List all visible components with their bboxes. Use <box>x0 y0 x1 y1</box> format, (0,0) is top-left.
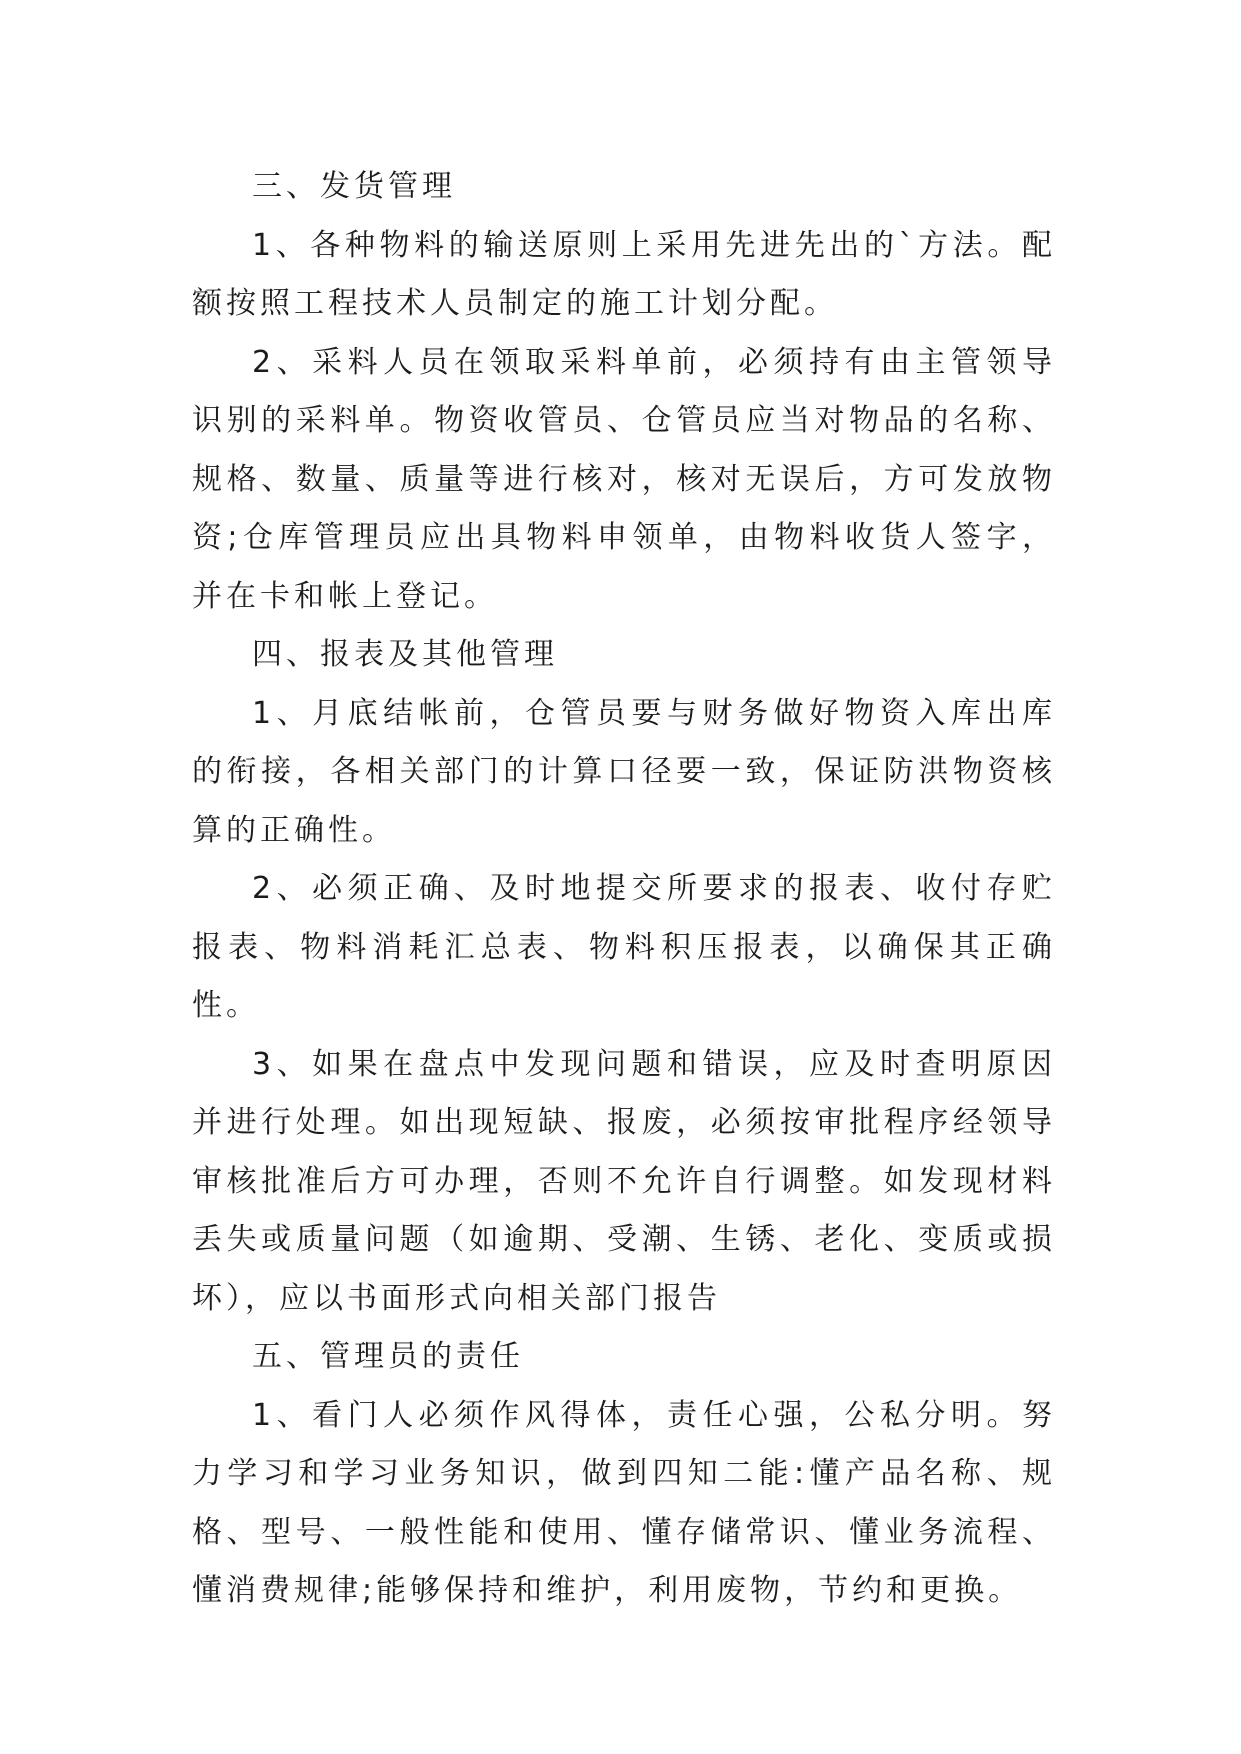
paragraph: 1、看门人必须作风得体，责任心强，公私分明。努力学习和学习业务知识，做到四知二能:懂产品名称、规格、型号、一般性能和使用、懂存储常识、懂业务流程、懂消费规律;能够保持和维护，利用废物，节约和更换。 <box>192 1397 1056 1608</box>
section-heading-shipping: 三、发货管理 <box>252 169 456 204</box>
section-heading-reports: 四、报表及其他管理 <box>252 637 558 672</box>
document-body <box>192 158 1056 1621</box>
paragraph: 1、各种物料的输送原则上采用先进先出的`方法。配额按照工程技术人员制定的施工计划分配。 <box>192 227 1056 321</box>
paragraph: 2、必须正确、及时地提交所要求的报表、收付存贮报表、物料消耗汇总表、物料积压报表，以确保其正确性。 <box>192 871 1056 1023</box>
paragraph: 3、如果在盘点中发现问题和错误，应及时查明原因并进行处理。如出现短缺、报废，必须按审批程序经领导审核批准后方可办理，否则不允许自行调整。如发现材料丢失或质量问题（如逾期、受潮、生锈、老化、变质或损坏），应以书面形式向相关部门报告 <box>192 1046 1056 1316</box>
paragraph: 2、采料人员在领取采料单前，必须持有由主管领导识别的采料单。物资收管员、仓管员应当对物品的名称、规格、数量、质量等进行核对，核对无误后，方可发放物资;仓库管理员应出具物料申领单，由物料收货人签字，并在卡和帐上登记。 <box>192 344 1056 614</box>
paragraph: 1、月底结帐前，仓管员要与财务做好物资入库出库的衔接，各相关部门的计算口径要一致，保证防洪物资核算的正确性。 <box>192 695 1056 848</box>
section-heading-responsibilities: 五、管理员的责任 <box>252 1339 524 1374</box>
